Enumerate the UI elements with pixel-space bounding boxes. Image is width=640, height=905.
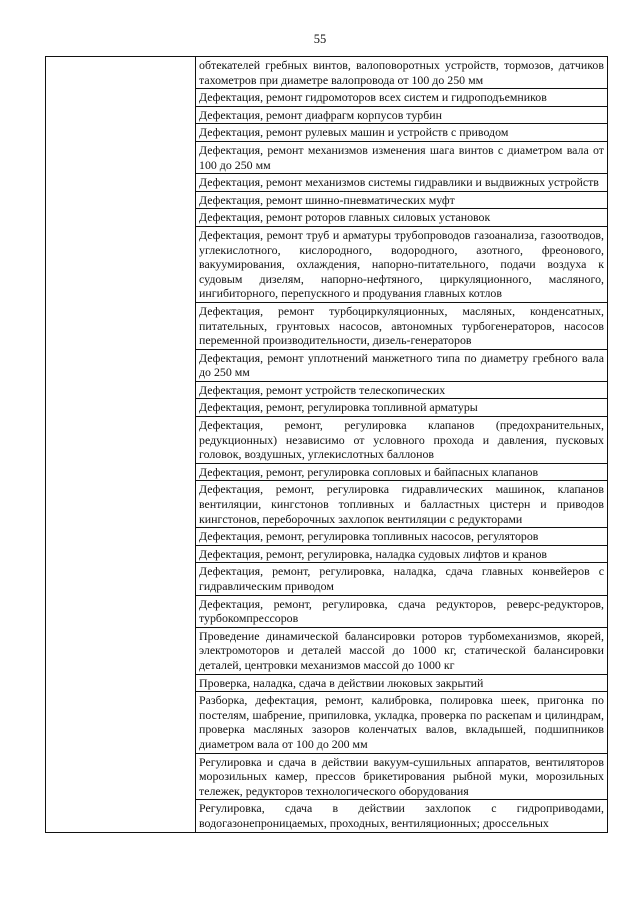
right-cell [196,209,608,227]
row-text: Дефектация, ремонт рулевых машин и устройств с приводом [199,125,509,140]
right-cell [196,174,608,192]
right-cell [196,349,608,381]
table-row [46,57,608,89]
right-cell [196,191,608,209]
row-text: обтекателей гребных винтов, валоповоротных устройств, тормозов, датчиков тахометров при диаметре валопровода от 100 до 250 мм [199,58,604,87]
right-cell [196,57,608,89]
row-text: Регулировка и сдача в действии вакуум-сушильных аппаратов, вентиляторов морозильных камер, прессов брикетирования рыбной муки, морозильных тележек, редукторов технологического оборудования [199,754,604,798]
work-types-table [45,56,608,833]
row-text: Дефектация, ремонт механизмов изменения шага винтов с диаметром вала от 100 до 250 мм [199,142,604,172]
right-cell [196,627,608,674]
right-cell [196,89,608,107]
row-text: Дефектация, ремонт устройств телескопических [199,382,446,397]
right-cell [196,141,608,173]
right-cell [196,545,608,563]
row-text: Дефектация, ремонт труб и арматуры трубопроводов газоанализа, газоотводов, углекислотного, кислородного, водородного, азотного, фреонового, вакуумирования, охлаждения, напорно-питательного, подачи воздуха к судовым дизелям, напорно-нефтяного, циркуляционного, масляного, ингибиторного, перепускного и продувания главных котлов [199,227,604,301]
row-text: Дефектация, ремонт, регулировка топливной арматуры [199,400,478,415]
row-text: Разборка, дефектация, ремонт, калибровка, полировка шеек, пригонка по постелям, шабрение, припиловка, укладка, проверка по раскепам и цилиндрам, проверка масляных зазоров коленчатых валов, вкладышей, подшипников диаметром вала от 100 до 200 мм [199,693,604,751]
row-text: Дефектация, ремонт роторов главных силовых установок [199,210,491,225]
row-text: Дефектация, ремонт, регулировка, наладка судовых лифтов и кранов [199,546,548,561]
row-text: Дефектация, ремонт турбоциркуляционных, масляных, конденсатных, питательных, грунтовых насосов, автономных турбогенераторов, насосов переменной производительности, дизель-генераторов [199,303,604,348]
right-cell [196,463,608,481]
row-text: Дефектация, ремонт, регулировка, наладка, сдача главных конвейеров с гидравлическим приводом [199,564,604,593]
right-cell [196,302,608,349]
right-cell [196,563,608,595]
row-text: Проверка, наладка, сдача в действии люковых закрытий [199,675,484,690]
row-text: Дефектация, ремонт гидромоторов всех систем и гидроподъемников [199,90,547,105]
row-text: Проведение динамической балансировки роторов турбомеханизмов, якорей, электромоторов и деталей массой до 1000 кг, статической балансировки деталей, центровки механизмов массой до 1000 кг [199,628,604,672]
row-text: Дефектация, ремонт, регулировка гидравлических машинок, клапанов вентиляции, кингстонов топливных и балластных цистерн и приводов кингстонов, переборочных захлопок вентиляции с редукторами [199,482,604,526]
row-text: Дефектация, ремонт диафрагм корпусов турбин [199,107,442,122]
right-cell [196,417,608,464]
right-cell [196,399,608,417]
left-cell [46,57,196,833]
right-cell [196,753,608,800]
right-cell [196,226,608,302]
right-cell [196,692,608,753]
row-text: Дефектация, ремонт, регулировка сопловых и байпасных клапанов [199,464,539,479]
row-text: Дефектация, ремонт, регулировка, сдача редукторов, реверс-редукторов, турбокомпрессоров [199,596,604,626]
row-text: Дефектация, ремонт, регулировка топливных насосов, регуляторов [199,529,539,544]
row-text: Дефектация, ремонт механизмов системы гидравлики и выдвижных устройств [199,175,599,190]
right-cell [196,800,608,832]
page-number: 55 [313,32,327,46]
right-cell [196,381,608,399]
right-cell [196,528,608,546]
row-text: Регулировка, сдача в действии захлопок с гидроприводами, водогазонепроницаемых, проходных, вентиляционных; дроссельных [199,801,604,830]
right-cell [196,124,608,142]
row-text: Дефектация, ремонт уплотнений манжетного типа по диаметру гребного вала до 250 мм [199,350,604,380]
right-cell [196,106,608,124]
table-body [46,57,608,833]
right-cell [196,481,608,528]
right-cell [196,595,608,627]
row-text: Дефектация, ремонт шинно-пневматических муфт [199,192,455,207]
right-cell [196,674,608,692]
row-text: Дефектация, ремонт, регулировка клапанов (предохранительных, редукционных) независимо от условного прохода и давления, пусковых головок, воздушных, углекислотных баллонов [199,418,604,462]
